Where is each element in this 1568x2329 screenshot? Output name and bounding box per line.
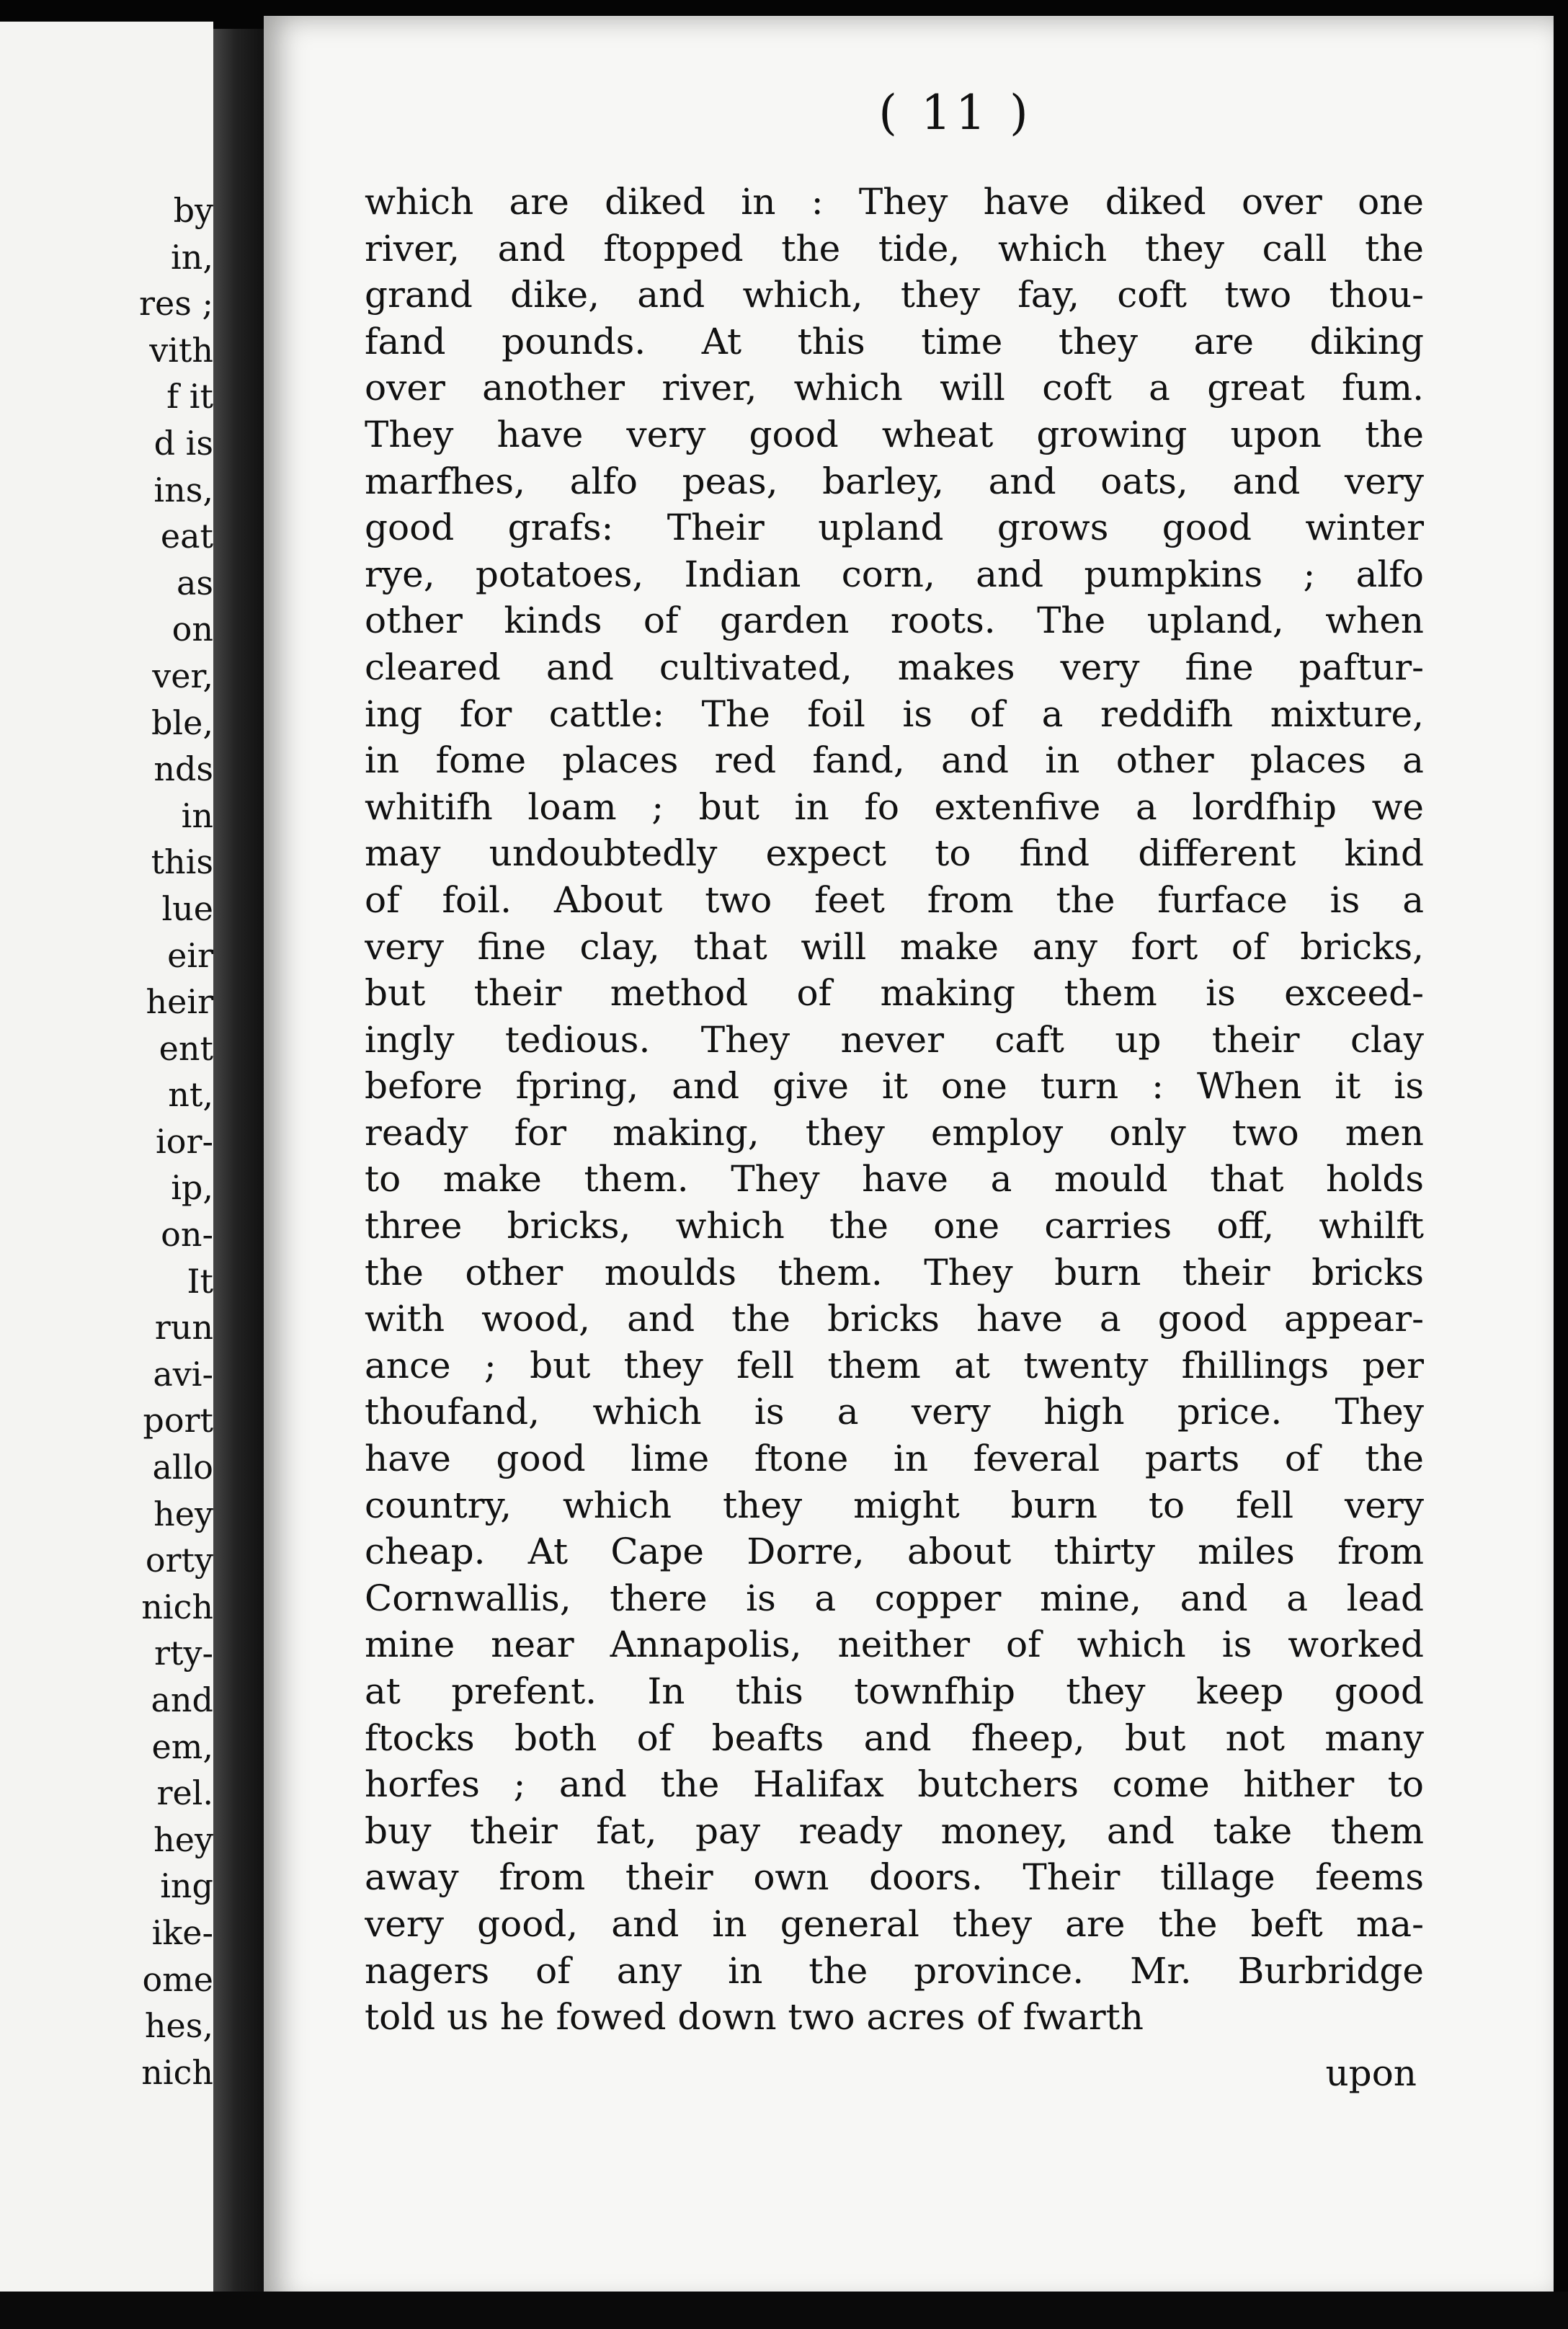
left-page-fragment: on bbox=[172, 610, 213, 649]
text-line: the other moulds them. They burn their bricks bbox=[365, 1251, 1424, 1293]
left-page-fragment: nich bbox=[141, 2052, 213, 2092]
text-line: ready for making, they employ only two men bbox=[365, 1111, 1424, 1154]
page-number: ( 11 ) bbox=[878, 85, 1033, 141]
text-line: buy their fat, pay ready money, and take them bbox=[365, 1809, 1424, 1852]
text-line: country, which they might burn to fell very bbox=[365, 1484, 1424, 1526]
scan-bottom-edge bbox=[0, 2292, 1568, 2329]
left-page-fragment: in, bbox=[171, 237, 213, 277]
text-line: river, and ftopped the tide, which they call the bbox=[365, 227, 1424, 270]
book-gutter-shadow bbox=[213, 29, 264, 2292]
left-page-fragment: ins, bbox=[153, 470, 213, 509]
text-line: Cornwallis, there is a copper mine, and a lead bbox=[365, 1577, 1424, 1619]
text-line: ingly tedious. They never caft up their clay bbox=[365, 1018, 1424, 1061]
text-line: over another river, which will coft a great fum. bbox=[365, 367, 1424, 409]
left-page-fragment: ent bbox=[159, 1028, 213, 1068]
text-line: at prefent. In this townfhip they keep good bbox=[365, 1670, 1424, 1712]
left-page-fragment: in bbox=[181, 796, 213, 835]
text-line: ing for cattle: The foil is of a reddifh mixture, bbox=[365, 693, 1424, 735]
left-page-fragment: hey bbox=[153, 1820, 213, 1859]
text-line: other kinds of garden roots. The upland, when bbox=[365, 600, 1424, 642]
text-line: away from their own doors. Their tillage feems bbox=[365, 1856, 1424, 1899]
left-page-fragment: avi- bbox=[153, 1354, 213, 1394]
left-page-fragment: It bbox=[187, 1261, 213, 1301]
left-page-fragment: em, bbox=[151, 1727, 213, 1766]
text-line: rye, potatoes, Indian corn, and pumpkins ; alfo bbox=[365, 553, 1424, 595]
text-line: to make them. They have a mould that holds bbox=[365, 1158, 1424, 1201]
left-page-fragment: lue bbox=[161, 889, 213, 928]
text-line: which are diked in : They have diked over one bbox=[365, 181, 1424, 223]
catchword: upon bbox=[1325, 2052, 1417, 2094]
text-line: but their method of making them is exceed- bbox=[365, 972, 1424, 1015]
left-page-fragment: as bbox=[176, 563, 213, 602]
left-page-fragment: hey bbox=[153, 1494, 213, 1533]
text-line: told us he fowed down two acres of fwarth bbox=[365, 1996, 1144, 2039]
right-page bbox=[264, 16, 1554, 2306]
text-line: may undoubtedly expect to find different kind bbox=[365, 832, 1424, 875]
text-line: nagers of any in the province. Mr. Burbridge bbox=[365, 1949, 1424, 1992]
left-page-fragment: orty bbox=[145, 1541, 213, 1580]
left-page-fragment: heir bbox=[146, 982, 213, 1022]
text-line: good grafs: Their upland grows good winter bbox=[365, 507, 1424, 549]
text-line: cheap. At Cape Dorre, about thirty miles from bbox=[365, 1531, 1424, 1573]
text-line: with wood, and the bricks have a good appear- bbox=[365, 1298, 1424, 1340]
text-line: ance ; but they fell them at twenty fhillings per bbox=[365, 1344, 1424, 1386]
left-page-fragment: rel. bbox=[156, 1773, 213, 1813]
left-page-fragment: ior- bbox=[156, 1121, 213, 1161]
text-line: mine near Annapolis, neither of which is worked bbox=[365, 1624, 1424, 1666]
text-line: have good lime ftone in feveral parts of the bbox=[365, 1438, 1424, 1480]
left-page-fragment: port bbox=[143, 1401, 213, 1440]
text-line: of foil. About two feet from the furface is a bbox=[365, 878, 1424, 921]
left-page-fragment: eir bbox=[167, 935, 213, 975]
text-line: grand dike, and which, they fay, coft two thou- bbox=[365, 274, 1424, 316]
text-line: whitifh loam ; but in fo extenfive a lordfhip we bbox=[365, 785, 1424, 828]
text-line: thoufand, which is a very high price. They bbox=[365, 1391, 1424, 1433]
left-page-fragment: ome bbox=[142, 1959, 213, 1999]
left-page-fragment: res ; bbox=[139, 284, 213, 324]
left-page-fragment: ip, bbox=[171, 1168, 213, 1208]
left-page-fragment: nich bbox=[141, 1587, 213, 1626]
left-page-fragment: rty- bbox=[153, 1634, 213, 1673]
left-page-fragment: ver, bbox=[152, 656, 213, 695]
left-page-fragment: f it bbox=[166, 377, 213, 417]
page-body-text bbox=[365, 179, 1424, 2041]
text-line: marfhes, alfo peas, barley, and oats, and very bbox=[365, 460, 1424, 502]
left-page-fragment: nt, bbox=[168, 1075, 213, 1115]
text-line: in fome places red fand, and in other places a bbox=[365, 739, 1424, 782]
left-page-fragment: ike- bbox=[151, 1912, 213, 1952]
left-page-fragment: ing bbox=[160, 1866, 213, 1906]
left-page-text-fragments bbox=[69, 187, 213, 2096]
text-line: horfes ; and the Halifax butchers come hither to bbox=[365, 1763, 1424, 1806]
left-page-fragment: on- bbox=[161, 1215, 213, 1255]
left-facing-page bbox=[0, 22, 213, 2292]
left-page-fragment: and bbox=[151, 1680, 213, 1719]
text-line: very good, and in general they are the beft ma- bbox=[365, 1902, 1424, 1945]
left-page-fragment: hes, bbox=[144, 2006, 213, 2046]
left-page-fragment: nds bbox=[153, 749, 213, 789]
text-line: cleared and cultivated, makes very fine paftur- bbox=[365, 646, 1424, 688]
left-page-fragment: this bbox=[151, 842, 213, 882]
left-page-fragment: by bbox=[173, 191, 213, 230]
text-line: three bricks, which the one carries off, whilft bbox=[365, 1205, 1424, 1247]
left-page-fragment: ble, bbox=[151, 703, 213, 742]
text-line: ftocks both of beafts and fheep, but not many bbox=[365, 1716, 1424, 1759]
text-line: fand pounds. At this time they are diking bbox=[365, 320, 1424, 362]
text-line: They have very good wheat growing upon the bbox=[365, 413, 1424, 455]
text-line: very fine clay, that will make any fort of bricks, bbox=[365, 925, 1424, 968]
left-page-fragment: allo bbox=[152, 1448, 213, 1487]
left-page-fragment: eat bbox=[160, 517, 213, 556]
left-page-fragment: vith bbox=[149, 330, 213, 370]
left-page-fragment: d is bbox=[153, 423, 213, 463]
left-page-fragment: run bbox=[154, 1308, 213, 1348]
text-line: before fpring, and give it one turn : When it is bbox=[365, 1065, 1424, 1108]
